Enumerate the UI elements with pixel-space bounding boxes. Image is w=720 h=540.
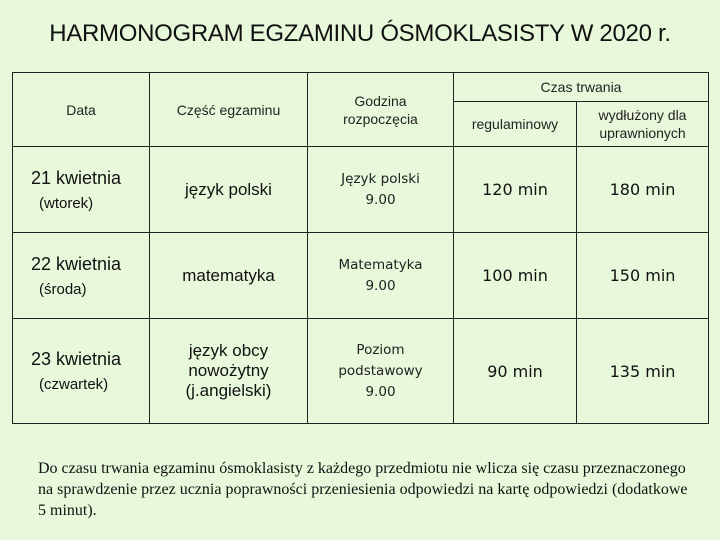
- weekday-text: (środa): [39, 280, 87, 298]
- header-row-top: [13, 73, 709, 102]
- extended-duration-cell: 150 min: [577, 233, 709, 319]
- extended-duration-cell: 135 min: [577, 319, 709, 424]
- start-time-value: 9.00: [365, 191, 396, 208]
- part-line: nowożytny: [188, 361, 269, 380]
- part-cell: język polski: [150, 147, 308, 233]
- table-row: [13, 319, 709, 424]
- regular-duration-cell: 90 min: [454, 319, 577, 424]
- date-cell: [13, 319, 150, 424]
- start-time-value: 9.00: [365, 383, 396, 400]
- header-regular: regulaminowy: [454, 102, 577, 147]
- header-duration: Czas trwania: [454, 73, 709, 102]
- table-row: [13, 233, 709, 319]
- start-time-cell: [308, 319, 454, 424]
- date-text: 22 kwietnia: [31, 253, 122, 274]
- start-time-label: podstawowy: [338, 362, 423, 379]
- header-start-time: Godzina rozpoczęcia: [308, 73, 454, 147]
- part-line: (j.angielski): [185, 381, 272, 400]
- footnote: Do czasu trwania egzaminu ósmoklasisty z każdego przedmiotu nie wlicza się czasu przeznaczonego na sprawdzenie przez ucznia poprawności przeniesienia odpowiedzi na kartę odpowiedzi (dodatkowe 5 minut).: [38, 460, 688, 519]
- start-time-label: Poziom: [356, 341, 405, 358]
- start-time-label: Matematyka: [338, 256, 423, 273]
- start-time-value: 9.00: [365, 277, 396, 294]
- regular-duration-cell: 100 min: [454, 233, 577, 319]
- table-row: [13, 147, 709, 233]
- part-cell: [150, 319, 308, 424]
- date-cell: [13, 147, 150, 233]
- header-date: Data: [13, 73, 150, 147]
- date-cell: [13, 233, 150, 319]
- date-text: 23 kwietnia: [31, 349, 122, 369]
- start-time-cell: [308, 233, 454, 319]
- page-title: HARMONOGRAM EGZAMINU ÓSMOKLASISTY W 2020 r.: [49, 20, 671, 47]
- exam-schedule-table: [12, 72, 709, 424]
- regular-duration-cell: 120 min: [454, 147, 577, 233]
- date-text: 21 kwietnia: [31, 167, 122, 188]
- start-time-cell: [308, 147, 454, 233]
- part-cell: matematyka: [150, 233, 308, 319]
- part-line: język obcy: [188, 341, 269, 360]
- header-extended: wydłużony dla uprawnionych: [577, 102, 709, 147]
- weekday-text: (czwartek): [39, 376, 109, 393]
- header-part: Część egzaminu: [150, 73, 308, 147]
- extended-duration-cell: 180 min: [577, 147, 709, 233]
- start-time-label: Język polski: [341, 170, 420, 187]
- weekday-text: (wtorek): [39, 194, 94, 212]
